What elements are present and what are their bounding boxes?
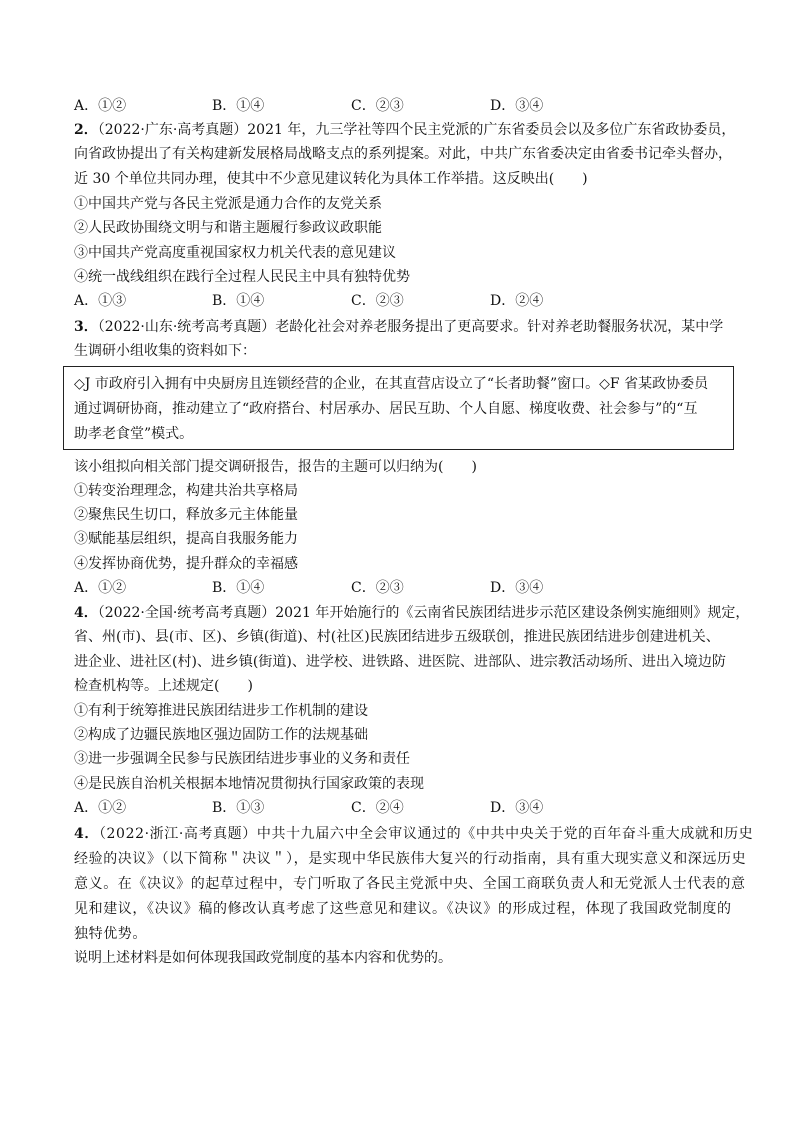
q4a-statement: ③进一步强调全民参与民族团结进步事业的义务和责任 (74, 751, 410, 767)
q4a-option-b[interactable]: B．①③ (212, 800, 265, 816)
q3-stem-line: 生调研小组收集的资料如下： (74, 343, 256, 359)
q4a-option-d[interactable]: D．③④ (490, 800, 544, 816)
q3-stem-text: （2022·山东·统考高考真题）老龄化社会对养老服务提出了更高要求。针对养老助餐服务状况，某中学 (97, 319, 724, 335)
q2-statement: ②人民政协围绕文明与和谐主题履行参政议政职能 (74, 220, 382, 236)
q4a-statement: ④是民族自治机关根据本地情况贯彻执行国家政策的表现 (74, 776, 424, 792)
q3-options (74, 579, 734, 597)
q3-statement: ①转变治理理念，构建共治共享格局 (74, 483, 298, 499)
q4a-statement: ②构成了边疆民族地区强边固防工作的法规基础 (74, 727, 368, 743)
q2-number: 2． (74, 122, 98, 138)
q4a-number: 4． (74, 605, 98, 621)
q4b-stem-line: 意义。在《决议》的起草过程中，专门听取了各民主党派中央、全国工商联负责人和无党派人士代表的意 (74, 876, 746, 892)
q3-material-line: ◇J 市政府引入拥有中央厨房且连锁经营的企业，在其直营店设立了“长者助餐”窗口。◇F 省某政协委员 (74, 376, 709, 392)
q3-option-a[interactable]: A．①② (74, 580, 127, 596)
q4a-stem-line: 省、州(市)、县(市、区)、乡镇(街道)、村(社区)民族团结进步五级联创，推进民族团结进步创建进机关、 (74, 629, 720, 645)
q4a-options (74, 799, 734, 817)
q3-number: 3． (74, 319, 98, 335)
q4b-stem-line (74, 825, 753, 843)
q2-option-a[interactable]: A．①③ (74, 293, 127, 309)
q2-statement: ①中国共产党与各民主党派是通力合作的友党关系 (74, 196, 382, 212)
q4a-stem-line (74, 604, 749, 622)
q3-statement: ②聚焦民生切口，释放多元主体能量 (74, 507, 298, 523)
q2-stem-line (74, 121, 735, 139)
q3-stem-line (74, 318, 723, 336)
q4b-stem-line: 经验的决议》（以下简称＂决议＂），是实现中华民族伟大复兴的行动指南，具有重大现实意义和深远历史 (74, 851, 747, 867)
q4b-stem-line: 独特优势。 (74, 926, 147, 942)
q3-material-line: 助孝老食堂”模式。 (74, 426, 194, 442)
q2-options (74, 292, 734, 310)
q4a-stem-line: 检查机构等。上述规定( ) (74, 678, 253, 694)
q2-option-d[interactable]: D．②④ (490, 293, 544, 309)
q4b-number: 4． (74, 826, 99, 842)
q4b-stem-line: 见和建议，《决议》稿的修改认真考虑了这些意见和建议。《决议》的形成过程，体现了我国政党制度的 (74, 901, 732, 917)
q1-option-a[interactable]: A．①② (74, 98, 127, 114)
q4a-statement: ①有利于统筹推进民族团结进步工作机制的建设 (74, 703, 368, 719)
q4a-option-c[interactable]: C．②④ (351, 800, 404, 816)
q1-option-d[interactable]: D．③④ (490, 98, 544, 114)
q3-option-d[interactable]: D．③④ (490, 580, 544, 596)
q3-option-c[interactable]: C．②③ (351, 580, 404, 596)
q4a-stem-line: 进企业、进社区(村)、进乡镇(街道)、进学校、进铁路、进医院、进部队、进宗教活动场所、进出入境边防 (74, 654, 726, 670)
q2-stem-line: 近 30 个单位共同办理，使其中不少意见建议转化为具体工作举措。这反映出( ) (74, 171, 588, 187)
q2-statement: ④统一战线组织在践行全过程人民民主中具有独特优势 (74, 269, 410, 285)
q3-material-box (63, 366, 734, 450)
q4a-stem-text: （2022·全国·统考高考真题）2021 年开始施行的《云南省民族团结进步示范区建设条例实施细则》规定， (97, 605, 750, 621)
q4a-option-a[interactable]: A．①② (74, 800, 127, 816)
q1-option-b[interactable]: B．①④ (212, 98, 265, 114)
q2-option-b[interactable]: B．①④ (212, 293, 265, 309)
q2-stem-text: （2022·广东·高考真题）2021 年，九三学社等四个民主党派的广东省委员会以及多位广东省政协委员， (97, 122, 736, 138)
q3-option-b[interactable]: B．①④ (212, 580, 265, 596)
q2-option-c[interactable]: C．②③ (351, 293, 404, 309)
q4b-question: 说明上述材料是如何体现我国政党制度的基本内容和优势的。 (74, 950, 452, 966)
q3-statement: ③赋能基层组织，提高自我服务能力 (74, 531, 298, 547)
q3-material-line: 通过调研协商，推动建立了“政府搭台、村居承办、居民互助、个人自愿、梯度收费、社会参与”的“互 (74, 401, 698, 417)
q2-stem-line: 向省政协提出了有关构建新发展格局战略支点的系列提案。对此，中共广东省委决定由省委书记牵头督办， (74, 146, 732, 162)
q3-question: 该小组拟向相关部门提交调研报告，报告的主题可以归纳为( ) (74, 459, 477, 475)
q2-statement: ③中国共产党高度重视国家权力机关代表的意见建议 (74, 245, 396, 261)
q1-options (74, 97, 734, 115)
q4b-stem-text: （2022·浙江·高考真题）中共十九届六中全会审议通过的《中共中央关于党的百年奋斗重大成就和历史 (98, 826, 754, 842)
q1-option-c[interactable]: C．②③ (351, 98, 404, 114)
q3-statement: ④发挥协商优势，提升群众的幸福感 (74, 556, 298, 572)
